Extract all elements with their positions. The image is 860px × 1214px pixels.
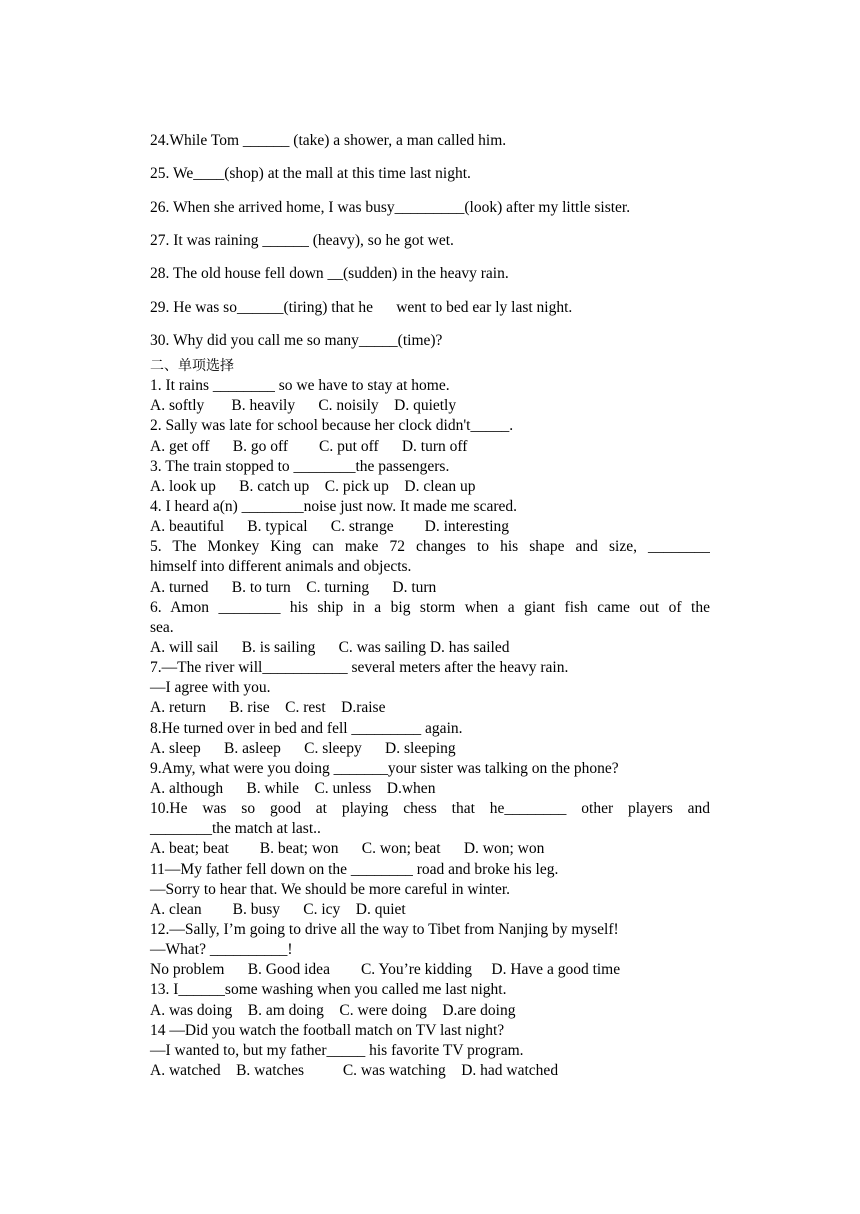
options-line: A. will sail B. is sailing C. was sailing D. has sailed (150, 638, 510, 656)
options-line: A. sleep B. asleep C. sleepy D. sleeping (150, 739, 456, 757)
question-line: himself into different animals and objects. (150, 558, 412, 576)
question-line: 12.—Sally, I’m going to drive all the way to Tibet from Nanjing by myself! (150, 920, 619, 938)
question-line: sea. (150, 618, 174, 636)
fill-in-question-24: 24.While Tom ______ (take) a shower, a man called him. (150, 132, 507, 149)
options-line: A. watched B. watches C. was watching D. had watched (150, 1061, 559, 1079)
question-line: ________the match at last.. (150, 820, 321, 838)
fill-in-question-29: 29. He was so______(tiring) that he went to bed ear ly last night. (150, 299, 573, 316)
question-line: —I wanted to, but my father_____ his favorite TV program. (150, 1041, 524, 1059)
question-line: 5. The Monkey King can make 72 changes to his shape and size, ________ (150, 538, 710, 556)
options-line: A. clean B. busy C. icy D. quiet (150, 900, 406, 918)
question-line: 8.He turned over in bed and fell _________ again. (150, 719, 463, 737)
section-title: 二、单项选择 (150, 358, 234, 374)
options-line: A. beat; beat B. beat; won C. won; beat D. won; won (150, 840, 545, 858)
question-line: 14 —Did you watch the football match on TV last night? (150, 1021, 505, 1039)
question-line: 1. It rains ________ so we have to stay at home. (150, 377, 450, 395)
question-line: 7.—The river will___________ several meters after the heavy rain. (150, 659, 569, 677)
question-line: 3. The train stopped to ________the passengers. (150, 457, 450, 475)
question-line: —What? __________! (150, 941, 293, 959)
question-line: 4. I heard a(n) ________noise just now. It made me scared. (150, 497, 518, 515)
question-line: 13. I______some washing when you called me last night. (150, 981, 507, 999)
options-line: A. was doing B. am doing C. were doing D.are doing (150, 1001, 516, 1019)
fill-in-question-30: 30. Why did you call me so many_____(time)? (150, 332, 443, 349)
fill-in-question-25: 25. We____(shop) at the mall at this time last night. (150, 165, 471, 182)
question-line: 11—My father fell down on the ________ road and broke his leg. (150, 860, 559, 878)
fill-in-question-26: 26. When she arrived home, I was busy_________(look) after my little sister. (150, 199, 631, 216)
question-line: —Sorry to hear that. We should be more careful in winter. (150, 880, 511, 898)
options-line: A. turned B. to turn C. turning D. turn (150, 578, 437, 596)
question-line: 9.Amy, what were you doing _______your sister was talking on the phone? (150, 759, 619, 777)
fill-in-question-28: 28. The old house fell down __(sudden) in the heavy rain. (150, 265, 509, 282)
question-line: 2. Sally was late for school because her clock didn't_____. (150, 417, 514, 435)
multiple-choice-section (150, 356, 710, 1081)
options-line: A. look up B. catch up C. pick up D. clean up (150, 477, 476, 495)
options-line: No problem B. Good idea C. You’re kidding D. Have a good time (150, 961, 621, 979)
question-line: 6. Amon ________ his ship in a big storm when a giant fish came out of the (150, 598, 710, 616)
options-line: A. return B. rise C. rest D.raise (150, 699, 386, 717)
question-line: 10.He was so good at playing chess that he________ other players and (150, 800, 710, 818)
question-line: —I agree with you. (150, 679, 271, 697)
fill-in-question-27: 27. It was raining ______ (heavy), so he got wet. (150, 232, 454, 249)
options-line: A. although B. while C. unless D.when (150, 779, 436, 797)
options-line: A. get off B. go off C. put off D. turn off (150, 437, 468, 455)
options-line: A. softly B. heavily C. noisily D. quietly (150, 397, 457, 415)
options-line: A. beautiful B. typical C. strange D. interesting (150, 518, 510, 536)
